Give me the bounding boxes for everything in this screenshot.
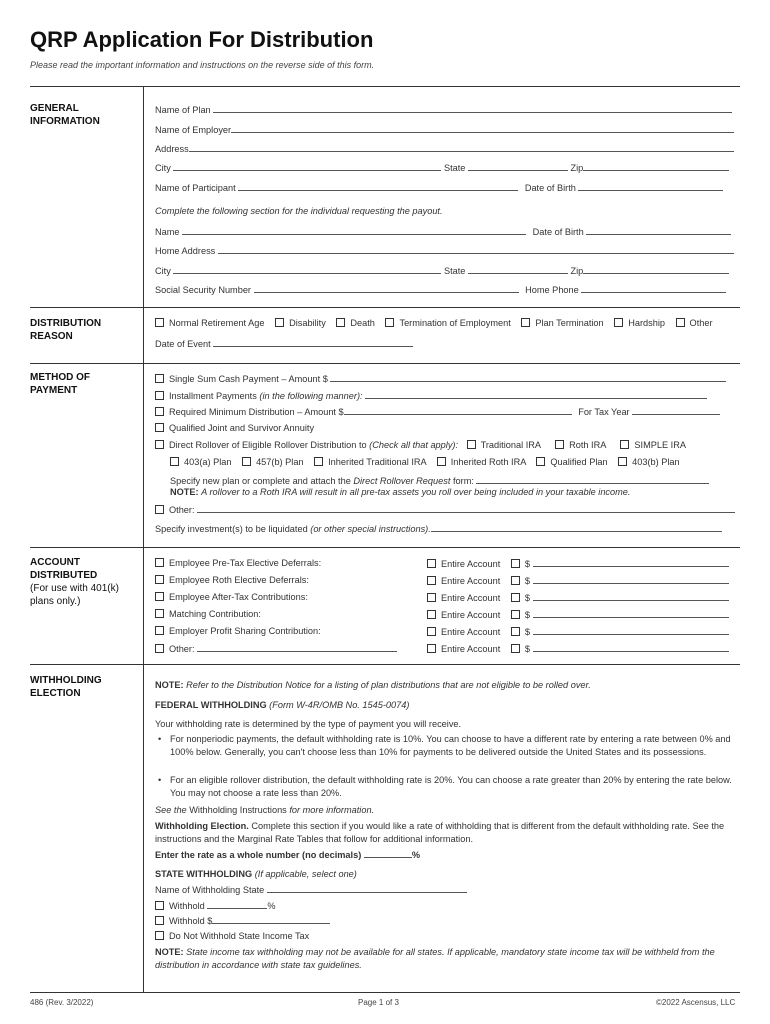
- row-do-not-withhold: [155, 930, 309, 942]
- checkbox-account-other[interactable]: [155, 644, 164, 653]
- field-amount[interactable]: [533, 557, 729, 567]
- label-single-sum: Single Sum Cash Payment – Amount $: [169, 374, 328, 384]
- label-city: City: [155, 163, 171, 173]
- field-amount[interactable]: [533, 591, 729, 601]
- label-traditional-ira: Traditional IRA: [480, 440, 541, 450]
- label-entire-account: Entire Account: [441, 559, 501, 569]
- label-403b: 403(b) Plan: [632, 457, 680, 467]
- checkbox-roth[interactable]: [155, 575, 164, 584]
- row-home-address: [155, 244, 734, 257]
- label-withholding-election: Withholding Election.: [155, 821, 249, 831]
- label-entire-account: Entire Account: [441, 627, 501, 637]
- label-dollar: $: [524, 593, 530, 603]
- checkbox-457b[interactable]: [242, 457, 251, 466]
- label-specify-investment: Specify investment(s) to be liquidated: [155, 524, 308, 534]
- withholding-note: [155, 679, 591, 691]
- bottom-divider: [30, 992, 740, 993]
- label-address: Address: [155, 144, 189, 154]
- label-home-phone: Home Phone: [525, 285, 579, 295]
- row-ssn: [155, 283, 726, 296]
- field-zip[interactable]: [583, 161, 729, 171]
- label-rmd: Required Minimum Distribution – Amount $: [169, 407, 344, 417]
- field-name[interactable]: [182, 225, 526, 235]
- label-roth: Employee Roth Elective Deferrals:: [169, 575, 309, 585]
- label-date-of-birth-2: Date of Birth: [532, 227, 584, 237]
- label-percent: %: [411, 850, 420, 860]
- entire-account-row: [427, 574, 729, 587]
- label-dollar: $: [524, 576, 530, 586]
- label-other-reason: Other: [689, 318, 713, 328]
- row-city-2: [155, 264, 729, 277]
- checkbox-qualified-plan[interactable]: [536, 457, 545, 466]
- label-withholding-note: NOTE:: [155, 680, 184, 690]
- label-disability: Disability: [289, 318, 326, 328]
- field-state[interactable]: [468, 161, 568, 171]
- field-date-of-birth[interactable]: [578, 181, 723, 191]
- bullet-icon: •: [158, 775, 162, 785]
- label-403a: 403(a) Plan: [184, 457, 232, 467]
- label-simple-ira: SIMPLE IRA: [634, 440, 686, 450]
- label-entire-account: Entire Account: [441, 610, 501, 620]
- entire-account-row: [427, 625, 729, 638]
- row-city: [155, 161, 729, 174]
- label-withhold-pct: %: [267, 901, 276, 911]
- row-withhold-dollar: [155, 914, 330, 927]
- label-name-of-employer: Name of Employer: [155, 125, 232, 135]
- row-specify-investment: [155, 522, 722, 535]
- checkbox-entire-account[interactable]: [427, 610, 436, 619]
- row-distribution-options: [155, 317, 713, 329]
- text-rollover: For an eligible rollover distribution, the default withholding rate is 20%. You can choose a rate greater than 20% by entering the rate below. You may not choose a rate less than 20%.: [170, 775, 732, 798]
- divider-account: [30, 547, 740, 548]
- label-dollar: $: [524, 559, 530, 569]
- label-rollover-note: NOTE:: [170, 487, 199, 497]
- checkbox-rmd[interactable]: [155, 407, 164, 416]
- label-state-2: State: [443, 266, 466, 276]
- label-457b: 457(b) Plan: [256, 457, 304, 467]
- section-withholding: WITHHOLDING ELECTION: [30, 675, 102, 699]
- see-pre: See the: [155, 805, 187, 815]
- label-dollar: $: [524, 644, 530, 654]
- checkbox-amount[interactable]: [511, 593, 520, 602]
- checkbox-direct-rollover[interactable]: [155, 440, 164, 449]
- checkbox-other-reason[interactable]: [676, 318, 685, 327]
- checkbox-inherited-roth-ira[interactable]: [437, 457, 446, 466]
- checkbox-matching[interactable]: [155, 609, 164, 618]
- label-qjsa: Qualified Joint and Survivor Annuity: [169, 423, 315, 433]
- checkbox-withhold-percent[interactable]: [155, 901, 164, 910]
- label-death: Death: [350, 318, 375, 328]
- row-date-of-event: [155, 337, 413, 350]
- field-other-method[interactable]: [197, 503, 735, 513]
- label-for-tax-year: For Tax Year: [578, 407, 630, 417]
- checkbox-simple-ira[interactable]: [620, 440, 629, 449]
- footer-copyright: ©2022 Ascensus, LLC: [656, 998, 736, 1007]
- account-row: [155, 625, 321, 637]
- checkbox-profit-sharing[interactable]: [155, 626, 164, 635]
- checkbox-qjsa[interactable]: [155, 423, 164, 432]
- checkbox-normal-retirement[interactable]: [155, 318, 164, 327]
- field-withhold-dollar[interactable]: [212, 914, 330, 924]
- field-address[interactable]: [189, 142, 734, 152]
- label-enter-rate: Enter the rate as a whole number (no decimals): [155, 850, 362, 860]
- see-instructions: [155, 804, 374, 816]
- label-profit-sharing: Employer Profit Sharing Contribution:: [169, 626, 321, 636]
- checkbox-entire-account[interactable]: [427, 644, 436, 653]
- checkbox-amount[interactable]: [511, 576, 520, 585]
- checkbox-withhold-dollar[interactable]: [155, 916, 164, 925]
- label-dollar: $: [524, 610, 530, 620]
- label-withhold-dollar: Withhold $: [169, 916, 213, 926]
- row-rmd: [155, 405, 720, 418]
- row-installment: [155, 389, 707, 402]
- row-requester-name: [155, 225, 731, 238]
- checkbox-roth-ira[interactable]: [555, 440, 564, 449]
- checkbox-entire-account[interactable]: [427, 593, 436, 602]
- label-federal-form: (Form W-4R/OMB No. 1545-0074): [269, 700, 410, 710]
- label-name-of-state: Name of Withholding State: [155, 885, 265, 895]
- text-rollover-note: A rollover to a Roth IRA will result in all pre-tax assets you roll over being included in your taxable income.: [201, 487, 631, 497]
- label-zip: Zip: [570, 163, 584, 173]
- field-amount[interactable]: [533, 642, 729, 652]
- field-withhold-percent[interactable]: [207, 899, 267, 909]
- row-direct-rollover: [155, 439, 686, 451]
- section-distribution: DISTRIBUTION REASON: [30, 318, 102, 342]
- checkbox-other-method[interactable]: [155, 505, 164, 514]
- label-name-of-participant: Name of Participant: [155, 183, 236, 193]
- checkbox-aftertax[interactable]: [155, 592, 164, 601]
- account-row: [155, 591, 308, 603]
- label-matching: Matching Contribution:: [169, 609, 261, 619]
- column-divider: [143, 86, 144, 992]
- label-plan-termination: Plan Termination: [535, 318, 604, 328]
- label-name-of-plan: Name of Plan: [155, 105, 211, 115]
- text-withholding-election: Complete this section if you would like a rate of withholding that is different from the default withholding rate. See the instructions and the Marginal Rate Tables that follow for additional information.: [155, 821, 725, 844]
- section-account: [30, 556, 120, 608]
- withholding-election-text: [155, 820, 742, 845]
- row-enter-rate: [155, 848, 420, 861]
- checkbox-403a[interactable]: [170, 457, 179, 466]
- general-instruction: Complete the following section for the individual requesting the payout.: [155, 206, 443, 216]
- label-withhold: Withhold: [169, 901, 205, 911]
- field-rmd-amount[interactable]: [344, 405, 572, 415]
- row-rollover-plans: [170, 456, 680, 468]
- label-zip-2: Zip: [570, 266, 584, 276]
- row-other-method: [155, 503, 735, 516]
- label-state-withholding-note: NOTE:: [155, 947, 184, 957]
- bullet-icon: •: [158, 734, 162, 744]
- page-title: QRP Application For Distribution: [30, 27, 374, 52]
- text-state-withholding-note: State income tax withholding may not be available for all states. If applicable, mandatory state income tax will be withheld from the distribution in accordance with state tax guidelines.: [155, 947, 715, 970]
- field-city-2[interactable]: [173, 264, 441, 274]
- field-city[interactable]: [173, 161, 441, 171]
- field-enter-rate[interactable]: [364, 848, 412, 858]
- label-specify-plan-form: Direct Rollover Request: [353, 476, 451, 486]
- checkbox-disability[interactable]: [275, 318, 284, 327]
- label-other-method: Other:: [169, 505, 195, 515]
- label-city-2: City: [155, 266, 171, 276]
- row-single-sum: [155, 372, 726, 385]
- label-aftertax: Employee After-Tax Contributions:: [169, 592, 308, 602]
- field-account-other[interactable]: [197, 642, 397, 652]
- row-withhold-percent: [155, 899, 275, 912]
- state-withholding-note: [155, 946, 742, 971]
- label-specify-plan: Specify new plan or complete and attach the: [170, 476, 351, 486]
- field-tax-year[interactable]: [632, 405, 720, 415]
- label-entire-account: Entire Account: [441, 644, 501, 654]
- account-row: [155, 608, 261, 620]
- bullet-rollover: [158, 774, 742, 799]
- entire-account-row: [427, 557, 729, 570]
- label-date-of-event: Date of Event: [155, 339, 211, 349]
- federal-withholding-heading: [155, 699, 409, 711]
- checkbox-termination[interactable]: [385, 318, 394, 327]
- field-specify-investment[interactable]: [431, 522, 722, 532]
- checkbox-plan-termination[interactable]: [521, 318, 530, 327]
- label-home-address: Home Address: [155, 246, 216, 256]
- checkbox-amount[interactable]: [511, 644, 520, 653]
- field-installment[interactable]: [365, 389, 707, 399]
- label-state: State: [443, 163, 466, 173]
- label-date-of-birth: Date of Birth: [524, 183, 576, 193]
- checkbox-hardship[interactable]: [614, 318, 623, 327]
- checkbox-single-sum[interactable]: [155, 374, 164, 383]
- label-account-other: Other:: [169, 644, 195, 654]
- label-installment: Installment Payments: [169, 391, 257, 401]
- field-date-of-birth-2[interactable]: [586, 225, 731, 235]
- section-general: GENERAL INFORMATION: [30, 103, 100, 127]
- row-name-of-employer: [155, 123, 734, 136]
- label-dollar: $: [524, 627, 530, 637]
- checkbox-pretax[interactable]: [155, 558, 164, 567]
- section-account-sub: (For use with 401(k) plans only.): [30, 583, 119, 607]
- row-address: [155, 142, 734, 155]
- label-entire-account: Entire Account: [441, 576, 501, 586]
- label-state-note: (If applicable, select one): [254, 869, 357, 879]
- row-name-of-state: [155, 883, 467, 896]
- checkbox-entire-account[interactable]: [427, 576, 436, 585]
- row-participant: [155, 181, 723, 194]
- divider-method: [30, 363, 740, 364]
- entire-account-row: [427, 608, 729, 621]
- field-single-sum-amount[interactable]: [330, 372, 726, 382]
- checkbox-traditional-ira[interactable]: [467, 440, 476, 449]
- label-pretax: Employee Pre-Tax Elective Deferrals:: [169, 558, 322, 568]
- field-name-of-participant[interactable]: [238, 181, 518, 191]
- entire-account-row: [427, 591, 729, 604]
- text-withholding-note: Refer to the Distribution Notice for a listing of plan distributions that are not eligible to be rolled over.: [186, 680, 591, 690]
- checkbox-installment[interactable]: [155, 391, 164, 400]
- field-ssn[interactable]: [254, 283, 519, 293]
- label-installment-note: (in the following manner):: [259, 391, 363, 401]
- label-normal-retirement: Normal Retirement Age: [169, 318, 265, 328]
- label-specify-plan-end: form:: [452, 476, 474, 486]
- checkbox-do-not-withhold[interactable]: [155, 931, 164, 940]
- text-nonperiodic: For nonperiodic payments, the default withholding rate is 10%. You can choose to have a different rate by entering a rate between 0% and 100% below. Generally, you can't choose less than 10% for payments to be delivered outside the United States and its possessions.: [170, 734, 731, 757]
- top-divider: [30, 86, 740, 87]
- field-home-address[interactable]: [218, 244, 734, 254]
- label-name: Name: [155, 227, 180, 237]
- field-specify-plan[interactable]: [476, 474, 709, 484]
- checkbox-403b[interactable]: [618, 457, 627, 466]
- field-name-of-plan[interactable]: [213, 103, 732, 113]
- label-qualified-plan: Qualified Plan: [550, 457, 608, 467]
- see-mid: Withholding Instructions: [189, 805, 287, 815]
- page-subtitle: Please read the important information and instructions on the reverse side of this form.: [30, 60, 375, 70]
- section-method: METHOD OF PAYMENT: [30, 372, 90, 396]
- divider-distribution: [30, 307, 740, 308]
- checkbox-entire-account[interactable]: [427, 559, 436, 568]
- label-roth-ira: Roth IRA: [569, 440, 606, 450]
- footer-page: Page 1 of 3: [358, 998, 399, 1007]
- field-name-of-employer[interactable]: [231, 123, 734, 133]
- label-inherited-traditional-ira: Inherited Traditional IRA: [328, 457, 427, 467]
- checkbox-death[interactable]: [336, 318, 345, 327]
- footer-form-id: 486 (Rev. 3/2022): [30, 998, 94, 1007]
- divider-withholding: [30, 664, 740, 665]
- row-rollover-note: [170, 486, 630, 498]
- account-row: [155, 557, 321, 569]
- account-row: [155, 642, 397, 655]
- label-state-withholding: STATE WITHHOLDING: [155, 869, 253, 879]
- label-specify-investment-it: (or other special instructions).: [310, 524, 431, 534]
- label-ssn: Social Security Number: [155, 285, 251, 295]
- checkbox-amount[interactable]: [511, 559, 520, 568]
- label-direct-rollover: Direct Rollover of Eligible Rollover Distribution to: [169, 440, 367, 450]
- field-name-of-state[interactable]: [267, 883, 467, 893]
- field-home-phone[interactable]: [581, 283, 726, 293]
- field-amount[interactable]: [533, 625, 729, 635]
- state-withholding-heading: [155, 868, 357, 880]
- checkbox-amount[interactable]: [511, 627, 520, 636]
- checkbox-amount[interactable]: [511, 610, 520, 619]
- entire-account-row: [427, 642, 729, 655]
- account-row: [155, 574, 309, 586]
- field-amount[interactable]: [533, 608, 729, 618]
- checkbox-entire-account[interactable]: [427, 627, 436, 636]
- row-qjsa: [155, 422, 314, 434]
- field-amount[interactable]: [533, 574, 729, 584]
- field-date-of-event[interactable]: [213, 337, 413, 347]
- row-name-of-plan: [155, 103, 732, 116]
- rate-intro: Your withholding rate is determined by the type of payment you will receive.: [155, 719, 462, 729]
- field-zip-2[interactable]: [583, 264, 729, 274]
- field-state-2[interactable]: [468, 264, 568, 274]
- label-do-not-withhold: Do Not Withhold State Income Tax: [169, 931, 310, 941]
- label-inherited-roth-ira: Inherited Roth IRA: [450, 457, 526, 467]
- bullet-nonperiodic: [158, 733, 742, 758]
- label-hardship: Hardship: [628, 318, 665, 328]
- label-federal-withholding: FEDERAL WITHHOLDING: [155, 700, 267, 710]
- label-termination: Termination of Employment: [399, 318, 511, 328]
- label-check-all: (Check all that apply):: [369, 440, 459, 450]
- section-account-title: ACCOUNT DISTRIBUTED: [30, 557, 98, 581]
- checkbox-inherited-traditional-ira[interactable]: [314, 457, 323, 466]
- label-entire-account: Entire Account: [441, 593, 501, 603]
- see-post: for more information.: [289, 805, 375, 815]
